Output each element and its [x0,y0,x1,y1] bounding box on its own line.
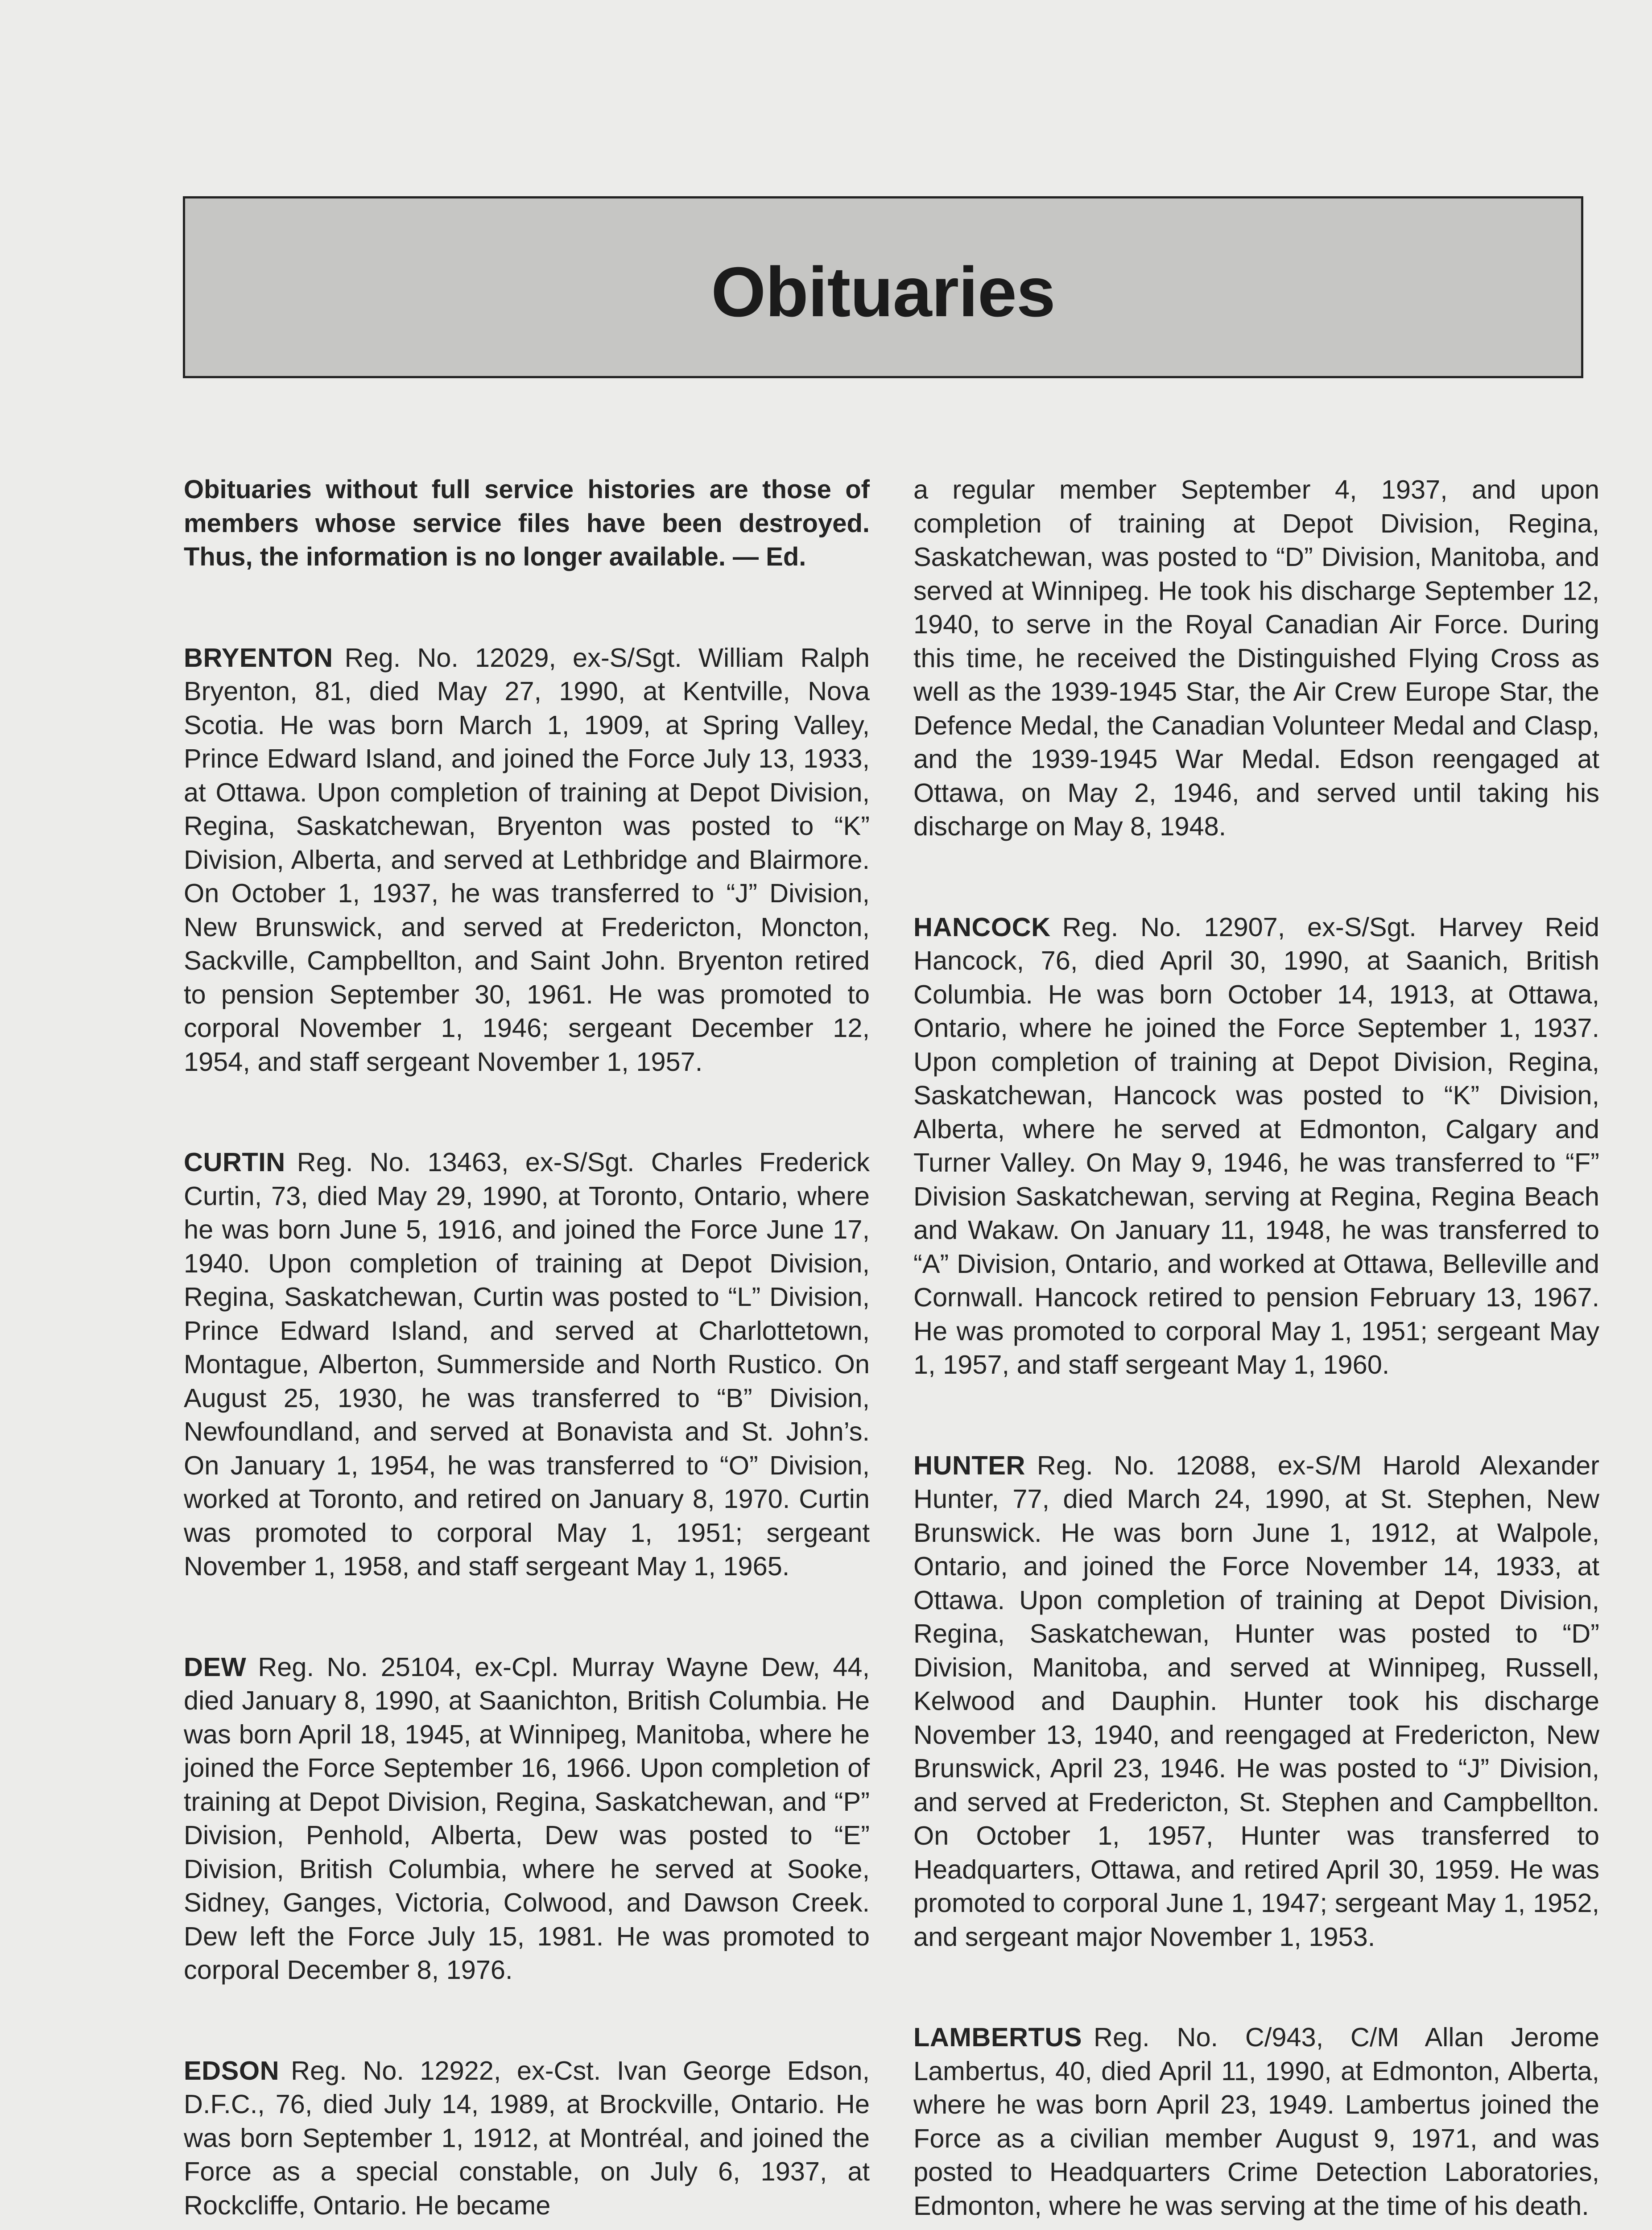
obituary-surname: HUNTER [913,1450,1025,1480]
obituary-text: Reg. No. 12029, ex-S/Sgt. William Ralph Bryenton, 81, died May 27, 1990, at Kentville, Nova Scotia. He was born March 1, 1909, at Spring Valley, Prince Edward Island, and joined the Force July 13, 1933, at Ottawa. Upon completion of training at Depot Division, Regina, Saskatchewan, Bryenton was posted to “K” Division, Alberta, and served at Lethbridge and Blairmore. On October 1, 1937, he was transferred to “J” Division, New Brunswick, and served at Fredericton, Moncton, Sackville, Campbellton, and Saint John. Bryenton retired to pension September 30, 1961. He was promoted to corporal November 1, 1946; sergeant December 12, 1954, and staff sergeant November 1, 1957. [184,642,870,1077]
obituary-entry-bryenton [184,641,870,1079]
obituary-text: Reg. No. 12907, ex-S/Sgt. Harvey Reid Hancock, 76, died April 30, 1990, at Saanich, British Columbia. He was born October 14, 1913, at Ottawa, Ontario, where he joined the Force September 1, 1937. Upon completion of training at Depot Division, Regina, Saskatchewan, Hancock was posted to “K” Division, Alberta, where he served at Edmonton, Calgary and Turner Valley. On May 9, 1946, he was transferred to “F” Division Saskatchewan, serving at Regina, Regina Beach and Wakaw. On January 11, 1948, he was transferred to “A” Division, Ontario, and worked at Ottawa, Belleville and Cornwall. Hancock retired to pension February 13, 1967. He was promoted to corporal May 1, 1951; sergeant May 1, 1957, and staff sergeant May 1, 1960. [913,912,1599,1379]
right-column [913,473,1599,2222]
obituary-text: Reg. No. 25104, ex-Cpl. Murray Wayne Dew, 44, died January 8, 1990, at Saanichton, British Columbia. He was born April 18, 1945, at Winnipeg, Manitoba, where he joined the Force September 16, 1966. Upon completion of training at Depot Division, Regina, Saskatchewan, and “P” Division, Penhold, Alberta, Dew was posted to “E” Division, British Columbia, where he served at Sooke, Sidney, Ganges, Victoria, Colwood, and Dawson Creek. Dew left the Force July 15, 1981. He was promoted to corporal December 8, 1976. [184,1652,870,1985]
obituary-entry-dew [184,1650,870,1987]
obituary-surname: CURTIN [184,1147,285,1177]
obituary-text: Reg. No. 13463, ex-S/Sgt. Charles Frederick Curtin, 73, died May 29, 1990, at Toronto, Ontario, where he was born June 5, 1916, and joined the Force June 17, 1940. Upon completion of training at Depot Division, Regina, Saskatchewan, Curtin was posted to “L” Division, Prince Edward Island, and served at Charlottetown, Montague, Alberton, Summerside and North Rustico. On August 25, 1930, he was transferred to “B” Division, Newfoundland, and served at Bonavista and St. John’s. On January 1, 1954, he was transferred to “O” Division, worked at Toronto, and retired on January 8, 1970. Curtin was promoted to corporal May 1, 1951; sergeant November 1, 1958, and staff sergeant May 1, 1965. [184,1147,870,1581]
obituary-surname: BRYENTON [184,642,333,673]
obituary-continuation-edson: a regular member September 4, 1937, and upon completion of training at Depot Division, Regina, Saskatchewan, was posted to “D” Division, Manitoba, and served at Winnipeg. He took his discharge September 12, 1940, to serve in the Royal Canadian Air Force. During this time, he received the Distinguished Flying Cross as well as the 1939-1945 Star, the Air Crew Europe Star, the Defence Medal, the Canadian Volunteer Medal and Clasp, and the 1939-1945 War Medal. Edson reengaged at Ottawa, on May 2, 1946, and served until taking his discharge on May 8, 1948. [913,475,1599,841]
obituary-entry-hunter [913,1449,1599,1954]
header-banner [183,196,1583,378]
obituary-surname: DEW [184,1652,247,1682]
obituary-text: Reg. No. C/943, C/M Allan Jerome Lambertus, 40, died April 11, 1990, at Edmonton, Alberta, where he was born April 23, 1949. Lambertus joined the Force as a civilian member August 9, 1971, and was posted to Headquarters Crime Detection Laboratories, Edmonton, where he was serving at the time of his death. [913,2022,1599,2221]
obituary-surname: EDSON [184,2055,280,2085]
left-column [184,473,870,2222]
editor-note: Obituaries without full service histories are those of members whose service files have been destroyed. Thus, the information is no longer available. — Ed. [184,475,870,571]
obituary-entry-curtin [184,1145,870,1583]
obituary-entry-hancock [913,910,1599,1382]
obituary-surname: HANCOCK [913,912,1051,942]
obituary-entry-lambertus [913,2020,1599,2222]
obituary-text: Reg. No. 12088, ex-S/M Harold Alexander Hunter, 77, died March 24, 1990, at St. Stephen, New Brunswick. He was born June 1, 1912, at Walpole, Ontario, and joined the Force November 14, 1933, at Ottawa. Upon completion of training at Depot Division, Regina, Saskatchewan, Hunter was posted to “D” Division, Manitoba, and served at Winnipeg, Russell, Kelwood and Dauphin. Hunter took his discharge November 13, 1940, and reengaged at Fredericton, New Brunswick, April 23, 1946. He was posted to “J” Division, and served at Fredericton, St. Stephen and Campbellton. On October 1, 1957, Hunter was transferred to Headquarters, Ottawa, and retired April 30, 1959. He was promoted to corporal June 1, 1947; sergeant May 1, 1952, and sergeant major November 1, 1953. [913,1450,1599,1952]
obituary-text: Reg. No. 12922, ex-Cst. Ivan George Edson, D.F.C., 76, died July 14, 1989, at Brockville, Ontario. He was born September 1, 1912, at Montréal, and joined the Force as a special constable, on July 6, 1937, at Rockcliffe, Ontario. He became [184,2055,870,2220]
obituary-surname: LAMBERTUS [913,2022,1082,2052]
obituary-entry-edson [184,2054,870,2222]
page-title: Obituaries [711,252,1055,331]
